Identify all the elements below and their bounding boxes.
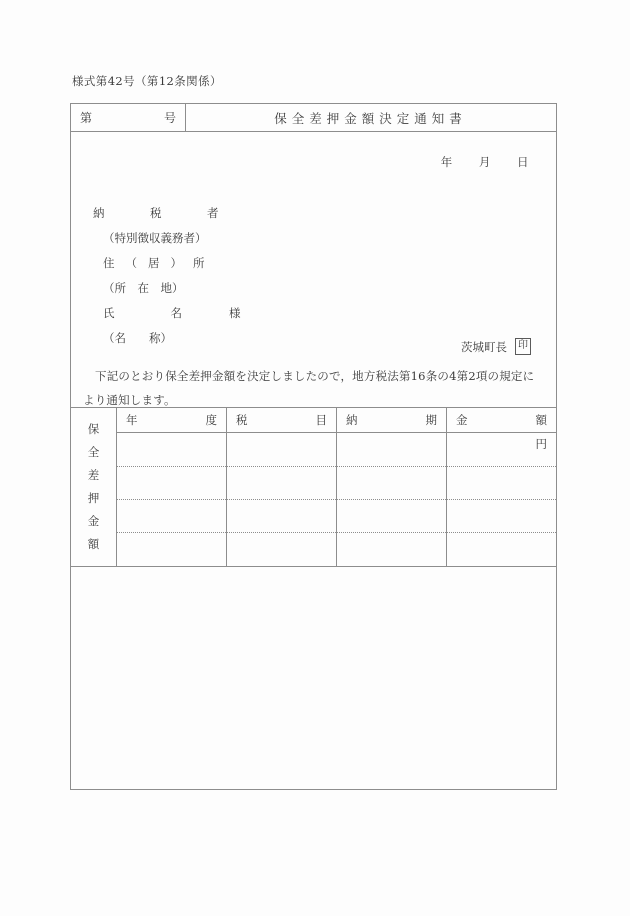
row-separator bbox=[337, 499, 446, 500]
row-label-char: 差 bbox=[87, 468, 100, 482]
addressee-fields bbox=[93, 201, 241, 351]
amount-table bbox=[71, 407, 556, 567]
row-label-char: 押 bbox=[87, 491, 100, 505]
row-separator bbox=[447, 499, 556, 500]
table-columns-area bbox=[117, 408, 556, 566]
column-header-tax-item bbox=[227, 408, 336, 433]
date-month-label: 月 bbox=[478, 155, 491, 169]
column-header-right-char: 目 bbox=[315, 413, 327, 427]
name-line bbox=[93, 301, 241, 326]
location-label: （所 在 地） bbox=[103, 281, 184, 295]
document-frame bbox=[70, 103, 557, 790]
column-header-left-char: 年 bbox=[126, 413, 138, 427]
honorific-label: 様 bbox=[229, 306, 241, 320]
taxpayer-label: 納 税 者 bbox=[93, 206, 236, 220]
column-body-due-date[interactable] bbox=[337, 433, 446, 566]
issuer-line bbox=[461, 338, 531, 355]
column-header-amount bbox=[447, 408, 556, 433]
column-header-right-char: 額 bbox=[535, 413, 547, 427]
table-row-label-cell bbox=[71, 408, 117, 566]
body-paragraph: 下記のとおり保全差押金額を決定しましたので，地方税法第16条の4第2項の規定により通知します。 bbox=[83, 369, 535, 407]
date-day-label: 日 bbox=[517, 155, 529, 169]
address-label: 住（居）所 bbox=[103, 256, 216, 270]
addressee-block bbox=[71, 132, 556, 407]
date-year-label: 年 bbox=[440, 155, 453, 169]
name-label: 氏 名 bbox=[103, 306, 193, 320]
column-tax-item bbox=[227, 408, 337, 566]
row-separator bbox=[447, 532, 556, 533]
document-number-suffix: 号 bbox=[163, 111, 176, 125]
document-number-cell[interactable] bbox=[71, 104, 186, 131]
table-row-label-vertical bbox=[88, 418, 100, 556]
date-line[interactable] bbox=[441, 154, 529, 170]
row-separator bbox=[227, 466, 336, 467]
row-separator bbox=[117, 532, 226, 533]
column-body-fiscal-year[interactable] bbox=[117, 433, 226, 566]
seal-icon: 印 bbox=[515, 338, 531, 355]
column-header-due-date bbox=[337, 408, 446, 433]
header-row bbox=[71, 104, 556, 132]
column-body-amount[interactable] bbox=[447, 433, 556, 566]
column-amount bbox=[447, 408, 556, 566]
row-label-char: 保 bbox=[87, 422, 100, 436]
form-number: 様式第42号（第12条関係） bbox=[72, 74, 222, 88]
row-separator bbox=[117, 499, 226, 500]
row-separator bbox=[227, 499, 336, 500]
row-label-char: 金 bbox=[87, 514, 100, 528]
column-header-left-char: 納 bbox=[346, 413, 358, 427]
column-header-right-char: 度 bbox=[205, 413, 217, 427]
row-label-char: 額 bbox=[87, 537, 100, 551]
column-header-right-char: 期 bbox=[425, 413, 437, 427]
column-header-fiscal-year bbox=[117, 408, 226, 433]
column-fiscal-year bbox=[117, 408, 227, 566]
row-label-char: 全 bbox=[87, 445, 100, 459]
special-collector-label: （特別徴収義務者） bbox=[103, 231, 207, 245]
row-separator bbox=[337, 466, 446, 467]
row-separator bbox=[337, 532, 446, 533]
document-number-label: 第 bbox=[80, 111, 93, 125]
column-due-date bbox=[337, 408, 447, 566]
column-header-left-char: 金 bbox=[456, 413, 468, 427]
row-separator bbox=[117, 466, 226, 467]
row-separator bbox=[227, 532, 336, 533]
column-body-tax-item[interactable] bbox=[227, 433, 336, 566]
currency-unit-label: 円 bbox=[535, 437, 547, 451]
name-alt-label: （名 称） bbox=[103, 331, 172, 345]
column-header-left-char: 税 bbox=[236, 413, 248, 427]
row-separator bbox=[447, 466, 556, 467]
remarks-area[interactable] bbox=[71, 567, 556, 791]
issuer-name: 茨城町長 bbox=[461, 339, 507, 354]
document-title: 保全差押金額決定通知書 bbox=[274, 110, 467, 126]
